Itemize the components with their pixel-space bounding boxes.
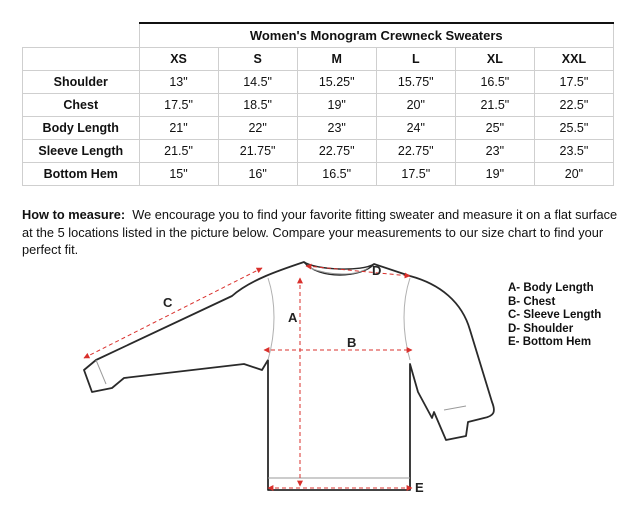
table-row-bottom-hem [23,163,614,186]
table-cell: 21.75" [218,140,297,163]
size-header-row [23,48,614,71]
how-to-measure-heading: How to measure: [22,207,126,222]
size-header-l: L [376,48,455,71]
row-label: Shoulder [23,71,140,94]
table-cell: 19" [455,163,534,186]
table-cell: 15" [139,163,218,186]
size-header-m: M [297,48,376,71]
table-cell: 18.5" [218,94,297,117]
table-cell: 16" [218,163,297,186]
table-cell: 21.5" [455,94,534,117]
table-title-row [23,23,614,48]
table-cell: 16.5" [455,71,534,94]
table-row-sleeve-length [23,140,614,163]
table-cell: 15.25" [297,71,376,94]
table-cell: 13" [139,71,218,94]
table-cell: 21" [139,117,218,140]
table-row-chest [23,94,614,117]
legend-item-shoulder: D- Shoulder [508,322,574,335]
row-label: Body Length [23,117,140,140]
size-header-corner [23,48,140,71]
measurement-legend [508,282,601,350]
table-cell: 22" [218,117,297,140]
size-header-s: S [218,48,297,71]
label-d: D [372,263,382,278]
size-header-xs: XS [139,48,218,71]
legend-item-sleeve-length: C- Sleeve Length [508,309,602,321]
table-cell: 19" [297,94,376,117]
table-cell: 22.5" [534,94,613,117]
label-a: A [288,310,298,325]
table-cell: 23" [297,117,376,140]
table-cell: 14.5" [218,71,297,94]
table-cell: 22.75" [376,140,455,163]
sweater-outline [84,262,494,490]
row-label: Bottom Hem [23,163,140,186]
table-cell: 20" [534,163,613,186]
size-header-xl: XL [455,48,534,71]
table-cell: 15.75" [376,71,455,94]
table-cell: 16.5" [297,163,376,186]
table-cell: 25.5" [534,117,613,140]
size-chart-table [22,22,614,186]
how-to-measure-text [22,206,618,259]
table-corner-cell [23,23,140,48]
table-row-shoulder [23,71,614,94]
table-cell: 23.5" [534,140,613,163]
label-c: C [163,295,173,310]
table-cell: 17.5" [139,94,218,117]
table-cell: 20" [376,94,455,117]
size-header-xxl: XXL [534,48,613,71]
legend-item-chest: B- Chest [508,295,556,308]
table-cell: 21.5" [139,140,218,163]
table-cell: 22.75" [297,140,376,163]
row-label: Chest [23,94,140,117]
table-title: Women's Monogram Crewneck Sweaters [139,23,614,48]
label-e: E [415,480,424,495]
table-cell: 17.5" [376,163,455,186]
label-b: B [347,335,357,350]
table-cell: 25" [455,117,534,140]
table-cell: 17.5" [534,71,613,94]
legend-item-bottom-hem: E- Bottom Hem [508,336,592,348]
how-to-measure-body: We encourage you to find your favorite fitting sweater and measure it on a flat surface at the 5 locations listed in the picture below. Compare your measurements to our size chart to find your perfect fit. [22,207,618,257]
table-cell: 23" [455,140,534,163]
table-cell: 24" [376,117,455,140]
legend-item-body-length: A- Body Length [508,282,594,294]
table-row-body-length [23,117,614,140]
row-label: Sleeve Length [23,140,140,163]
